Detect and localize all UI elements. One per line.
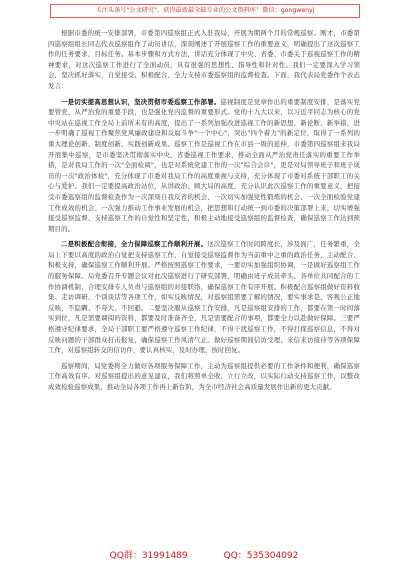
paragraph-3-text: 这次巡察工作时间跨度长，涉及面广，任务繁重，全局上下要以高度的政治自觉把支持巡察工作、自觉接受巡察监督作为当前重中之重的政治任务，主动配合、积极支持，确保巡察工作顺利开展。严格按照巡察工作要求，一要切实加强组织协调，一是做好巡察组工作的服务保障。局党委召开专题会议对此次巡察进行了研究部署，明确由班子成员牵头、各单位共同配合的工作协调机制，合理安排专人负责与巡察组的对接联络，确保巡察工作有序开展。积极配合巡察组做好资料收集、走访调研、个别谈话等各项工作，如实反映情况，对巡察组需要了解的情况，要实事求是、客观公正地反映，不隐瞒、不夸大、不回避。二要坚决服从巡察工作安排，凡是巡察组安排的工作，都要在第一时间落实到位，凡是需要调阅的资料，都要及时准备齐全，凡是需要配合的事项，都要全力以赴做好保障。三要严格遵守纪律要求，全局干部职工要严格遵守巡察工作纪律，不得干扰巡察工作，不得打探巡察信息，不得对反映问题的干部群众打击报复，确保巡察工作风清气正。做好巡察期间信访受理、来信来访接待等各项保障工作，对巡察组转交的信访件，要认真核实、及时办理、按时回复。 <box>48 240 360 355</box>
document-page <box>48 28 360 540</box>
paragraph-2-lead: 一是切实提高思想认识，坚决贯彻市委巡察工作部署。 <box>61 97 221 106</box>
paragraph-4 <box>48 361 360 393</box>
paragraph-2-text: 巡视制度是党章作出的重要制度安排，是落实党要管党、从严治党的重要手段，也是强化党内监督的重要形式。党的十九大以来，以习近平同志为核心的党中央站在巡视工作全局上前所未有的高度，提出了一系列加强改进巡视工作的新思想、新论断、新举措，进一步明确了巡视工作聚焦党风廉政建设和反腐斗争"一个中心"，突出"四个着力"的新定位，取得了一系列的重大理论创新、制度创新、实践创新成果。巡察工作是巡视工作在市县一级的延伸，市委第四巡察组来我局开展集中巡察，是市委坚决贯彻落实中央、省委巡视工作要求，推动全面从严治党责任落实的重要工作举措，是对我局工作的一次"全面检阅"，也是对系统党建工作的一次"综合会诊"，更是对局领导班子和班子成员的一次"政治体检"，充分体现了市委对我局工作的高度重视与支持，充分体现了市委对系统干部职工的关心与爱护。我们一定要提高政治站位，从讲政治、顾大局的高度，充分认识此次巡察工作的重要意义，把接受市委巡察组的监督检查作为一次深刻自我反省的机会、一次切实加强党性锻炼的机会、一次全面检验党建工作成效的机会、一次强力推动工作事业发展的机会，把思想和行动统一到市委的决策部署上来，切实增强接受巡察监督、支持巡察工作的自觉性和坚定性，积极主动地接受巡察组的监督检查，确保巡察工作达到预期目的。 <box>48 97 360 233</box>
paragraph-2 <box>48 97 360 235</box>
footer-qq: QQ：535304092 <box>223 551 299 561</box>
footer-contacts <box>0 548 408 562</box>
paragraph-4-text: 巡察期间，局党委将全力做好各项服务保障工作，主动为巡察组提供必要的工作条件和便利，确保巡察工作高效有序。对巡察组提出的意见建议，我们将照单全收、立行立改，以实际行动支持巡察工作，以整改成效检验巡察成果，推动全局各项工作再上新台阶，为全市经济社会高质量发展作出新的更大贡献。 <box>48 361 360 391</box>
top-banner <box>50 4 360 18</box>
paragraph-3-lead: 二是积极配合衔接，全力保障巡察工作顺利开展。 <box>61 240 208 249</box>
paragraph-3 <box>48 239 360 356</box>
paragraph-1 <box>48 28 360 92</box>
paragraph-1-text: 根据市委的统一安排部署，市委第四巡察组正式入驻我局，开展为期两个月的常规巡察。刚才，市委第四巡察组组长同志代表巡察组作了动员讲话，深刻阐述了开展巡察工作的重要意义，明确提出了这次巡察工作的任务要求，目标任务。基本步骤和方式方法，讲话充分体现了中央、省委、市委关于巡视巡察工作的精神要求，对这次巡察工作进行了全面动员，具有很强的思想性、指导性和针对性。我们一定要深入学习领会，坚决抓好落实，自觉接受、积极配合、全力支持市委巡察组的监督检查。下面，我代表局党委作个表态发言： <box>48 29 360 90</box>
footer-qq-group: QQ群：31991489 <box>109 551 188 561</box>
banner-text: 关注头条号"公文研究"，获得最新最全最专业的公文资料库！微信：gongwenyj <box>95 7 315 14</box>
